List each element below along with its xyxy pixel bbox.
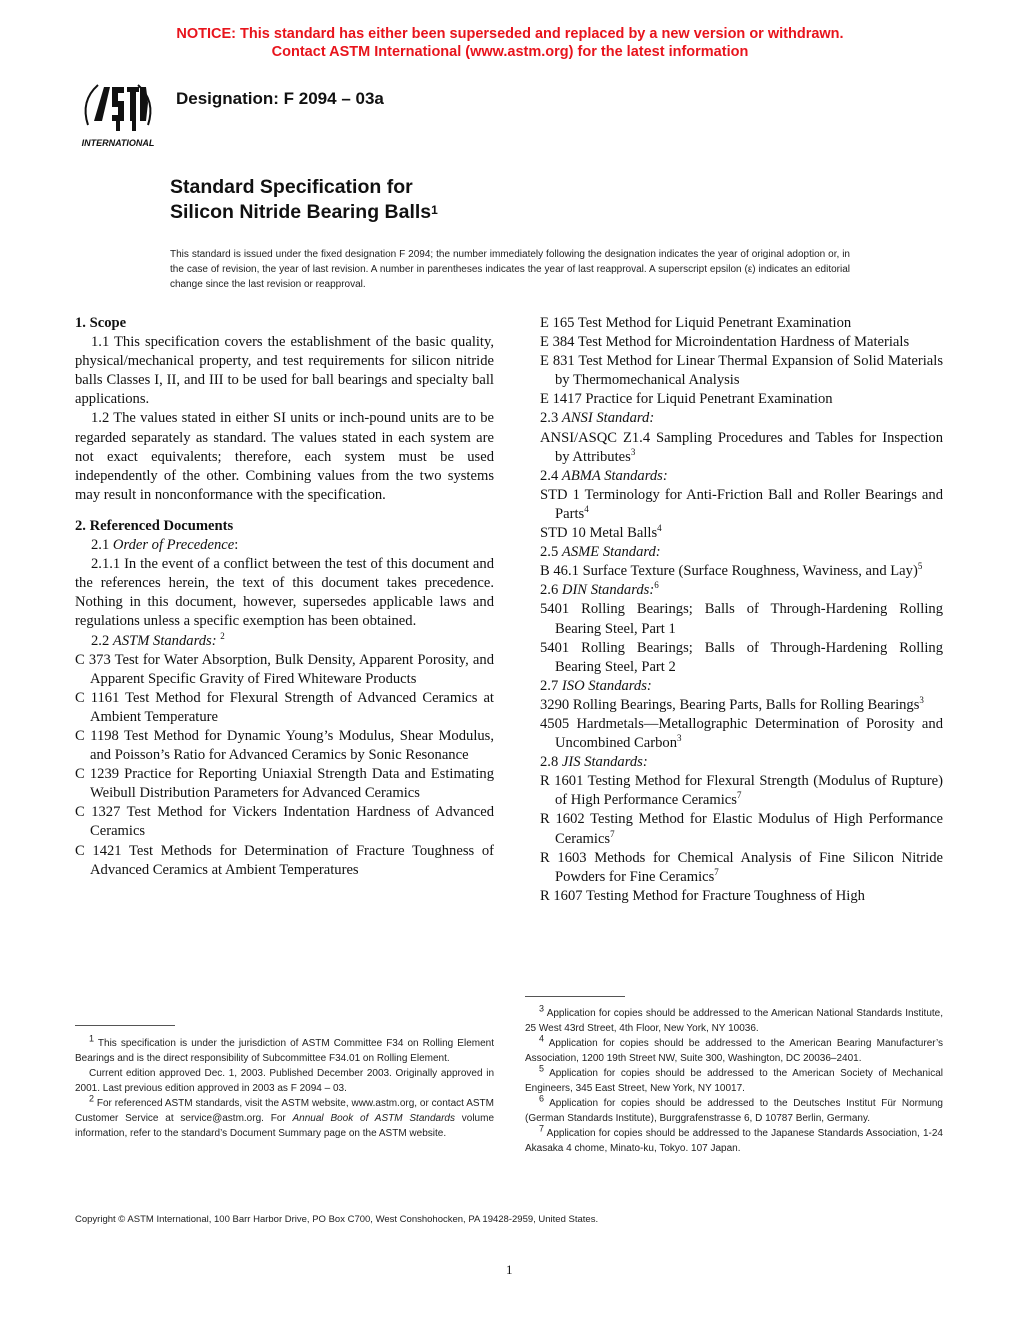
left-column [75,314,494,880]
para-2-6: 2.6 DIN Standards:$^6$ [540,580,659,599]
footnote-4: $^4$ Application for copies should be addressed to the American Bearing Manufacturer’s Association, 1200 19th Street NW, Suite 300, Washington, DC 20036–2401. [525,1033,943,1064]
page-number: 1 [506,1262,513,1277]
ref-c1421: C 1421 Test Methods for Determination of Fracture Toughness of Advanced Ceramics at Ambient Temperatures [75,842,494,878]
notice-line-2: Contact ASTM International (www.astm.org) for the latest information [271,44,749,60]
ref-e384: E 384 Test Method for Microindentation Hardness of Materials [540,334,910,351]
footnote-3: $^3$ Application for copies should be addressed to the American National Standards Institute, 25 West 43rd Street, 4th Floor, New York, NY 10036. [525,1003,943,1034]
ref-iso-3290: 3290 Rolling Bearings, Bearing Parts, Balls for Rolling Bearings$^3$ [540,695,924,713]
ref-asme-b461: B 46.1 Surface Texture (Surface Roughness, Waviness, and Lay)$^5$ [540,561,923,580]
ref-jis-r1607: R 1607 Testing Method for Fracture Toughness of High [540,887,865,904]
para-2-1-1: 2.1.1 In the event of a conflict between the test of this document and the references herein, the text of this document takes precedence. Nothing in this document, however, supersedes applicable laws and regulations unless a specific exemption has been obtained. [75,556,494,630]
ref-abma-std1: STD 1 Terminology for Anti-Friction Ball and Roller Bearings and Parts$^4$ [540,486,943,522]
footnote-2: $^2$ For referenced ASTM standards, visit the ASTM website, www.astm.org, or contact ASTM Customer Service at service@astm.org. For Annual Book of ASTM Standards volume information, refer to the standard’s Document Summary page on the ASTM website. [75,1093,494,1139]
para-2-8: 2.8 JIS Standards: [540,754,648,771]
ref-jis-r1601: R 1601 Testing Method for Flexural Strength (Modulus of Rupture) of High Performance Ceramics$^7$ [540,773,943,809]
logo-subtext: INTERNATIONAL [81,138,155,148]
ref-e165: E 165 Test Method for Liquid Penetrant Examination [540,315,852,331]
issued-note: This standard is issued under the fixed designation F 2094; the number immediately following the designation indicates the year of original adoption or, in the case of revision, the year of last revision. A number in parentheses indicates the year of last reapproval. A superscript epsilon (ε) indicates an editorial change since the last revision or reapproval. [170,249,850,290]
para-2-2: 2.2 ASTM Standards: $^2$ [91,630,225,649]
footnote-rule-right [525,996,625,997]
ref-din-5401-part2: 5401 Rolling Bearings; Balls of Through-Hardening Rolling Bearing Steel, Part 2 [540,639,943,675]
ref-jis-r1602: R 1602 Testing Method for Elastic Modulus of High Performance Ceramics$^7$ [540,811,943,847]
footnote-6: $^6$ Application for copies should be addressed to the Deutsches Institut Für Normung (German Standards Institute), Burggrafenstrasse 6, D 10787 Berlin, Germany. [525,1093,943,1124]
astm-logo-icon [74,73,162,151]
section-2-heading: 2. Referenced Documents [75,517,234,534]
designation: Designation: F 2094 – 03a [176,89,384,108]
para-2-5: 2.5 ASME Standard: [540,544,661,561]
footnotes-right [525,1003,943,1156]
footnotes-left [75,1033,494,1141]
para-2-7: 2.7 ISO Standards: [540,677,652,694]
ref-c1239: C 1239 Practice for Reporting Uniaxial Strength Data and Estimating Weibull Distribution Parameters for Advanced Ceramics [75,766,494,802]
ref-c1327: C 1327 Test Method for Vickers Indentation Hardness of Advanced Ceramics [75,804,494,840]
ref-abma-std10: STD 10 Metal Balls$^4$ [540,523,662,542]
supersede-notice [0,25,1020,61]
ref-ansi-z14: ANSI/ASQC Z1.4 Sampling Procedures and Tables for Inspection by Attributes$^3$ [540,429,943,465]
footnote-5: $^5$ Application for copies should be addressed to the American Society of Mechanical Engineers, 345 East Street, New York, NY 10017. [525,1063,943,1094]
title-line-1: Standard Specification for [170,176,413,198]
section-1-heading: 1. Scope [75,315,127,331]
ref-din-5401-part1: 5401 Rolling Bearings; Balls of Through-Hardening Rolling Bearing Steel, Part 1 [540,601,943,637]
para-1-1: 1.1 This specification covers the establishment of the basic quality, physical/mechanical property, and test requirements for silicon nitride balls Classes I, II, and III to be used for ball bearings and specialty ball applications. [75,334,494,408]
copyright-line: Copyright © ASTM International, 100 Barr Harbor Drive, PO Box C700, West Conshohocken, PA 19428-2959, United States. [75,1214,599,1225]
footnote-1-edition: Current edition approved Dec. 1, 2003. Published December 2003. Originally approved in 2001. Last previous edition approved in 2003 as F 2094 – 03. [75,1068,494,1094]
para-2-1: 2.1 Order of Precedence: [91,537,239,554]
footnote-rule-left [75,1025,175,1026]
ref-c1198: C 1198 Test Method for Dynamic Young’s Modulus, Shear Modulus, and Poisson’s Ratio for Advanced Ceramics by Sonic Resonance [75,727,494,764]
notice-line-1: NOTICE: This standard has either been superseded and replaced by a new version or withdrawn. [176,26,844,42]
title-line-2: Silicon Nitride Bearing Balls$^1$ [170,201,438,223]
document-title [170,175,438,225]
ref-c373: C 373 Test for Water Absorption, Bulk Density, Apparent Porosity, and Apparent Specific Gravity of Fired Whiteware Products [75,651,494,687]
para-2-3: 2.3 ANSI Standard: [540,410,655,427]
ref-jis-r1603: R 1603 Methods for Chemical Analysis of Fine Silicon Nitride Powders for Fine Ceramics$^7$ [540,849,943,885]
footnote-1: $^1$ This specification is under the jurisdiction of ASTM Committee F34 on Rolling Element Bearings and is the direct responsibility of Subcommittee F34.01 on Rolling Element. [75,1033,494,1064]
ref-iso-4505: 4505 Hardmetals—Metallographic Determination of Porosity and Uncombined Carbon$^3$ [540,715,943,752]
footnote-7: $^7$ Application for copies should be addressed to the Japanese Standards Association, 1-24 Akasaka 4 chome, Minato-ku, Tokyo. 107 Japan. [525,1123,943,1154]
ref-e1417: E 1417 Practice for Liquid Penetrant Examination [540,391,833,408]
title-footnote-mark: 1 [431,203,438,217]
ref-e831: E 831 Test Method for Linear Thermal Expansion of Solid Materials by Thermomechanical Analysis [540,353,943,389]
ref-c1161: C 1161 Test Method for Flexural Strength of Advanced Ceramics at Ambient Temperature [75,689,494,725]
para-2-4: 2.4 ABMA Standards: [540,467,668,484]
right-column [540,314,943,906]
para-1-2: 1.2 The values stated in either SI units or inch-pound units are to be regarded separately as standard. The values stated in each system are not exact equivalents; therefore, each system must be used independently of the other. Combining values from the two systems may result in nonconformance with the specification. [75,410,494,503]
